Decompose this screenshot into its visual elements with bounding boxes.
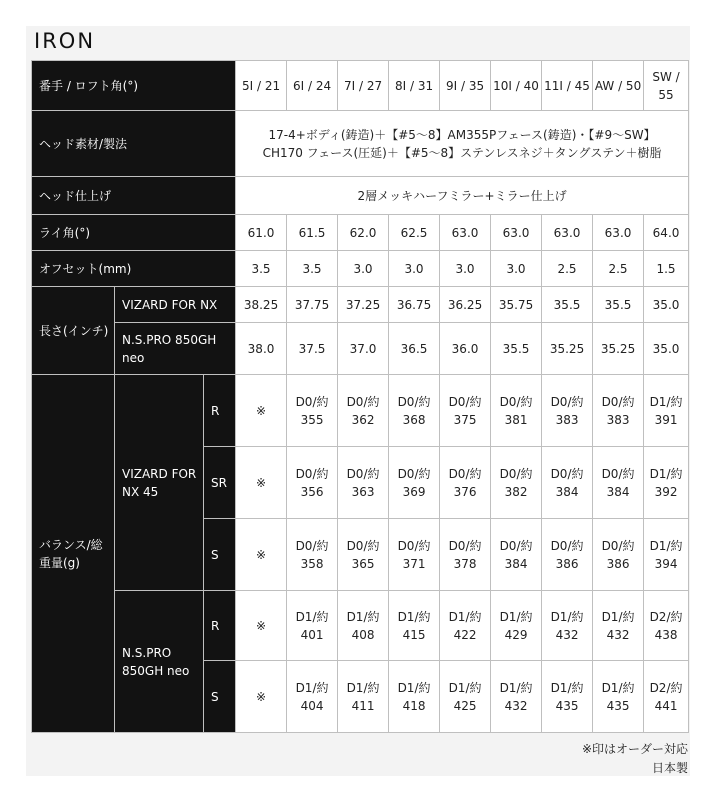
loft-row <box>32 61 689 111</box>
length-cell: 36.0 <box>440 323 491 375</box>
length-cell: 35.75 <box>491 287 542 323</box>
balance-header: バランス/総重量(g) <box>32 375 115 733</box>
balance-cell: D0/約386 <box>593 519 644 591</box>
club-cell: SW / 55 <box>644 61 689 111</box>
length-cell: 35.0 <box>644 287 689 323</box>
lie-header: ライ角(°) <box>32 215 236 251</box>
balance-cell: D1/約394 <box>644 519 689 591</box>
length-cell: 36.25 <box>440 287 491 323</box>
balance-shaft-label: VIZARD FOR NX 45 <box>115 375 204 591</box>
flex-label: R <box>204 591 236 661</box>
balance-cell: D0/約384 <box>542 447 593 519</box>
lie-cell: 62.5 <box>389 215 440 251</box>
offset-cell: 3.0 <box>389 251 440 287</box>
balance-cell: D1/約425 <box>440 661 491 733</box>
length-cell: 35.25 <box>593 323 644 375</box>
balance-cell: ※ <box>236 375 287 447</box>
offset-cell: 1.5 <box>644 251 689 287</box>
balance-cell: D1/約418 <box>389 661 440 733</box>
balance-cell: D0/約384 <box>593 447 644 519</box>
length-cell: 35.5 <box>593 287 644 323</box>
finish-header: ヘッド仕上げ <box>32 177 236 215</box>
length-cell: 35.0 <box>644 323 689 375</box>
length-row <box>32 287 689 323</box>
length-cell: 37.5 <box>287 323 338 375</box>
offset-cell: 2.5 <box>593 251 644 287</box>
page-title: IRON <box>34 29 96 53</box>
lie-cell: 61.5 <box>287 215 338 251</box>
balance-cell: D1/約435 <box>593 661 644 733</box>
length-row <box>32 323 689 375</box>
balance-cell: ※ <box>236 447 287 519</box>
balance-cell: D1/約391 <box>644 375 689 447</box>
club-cell: 8I / 31 <box>389 61 440 111</box>
offset-header: オフセット(mm) <box>32 251 236 287</box>
club-cell: AW / 50 <box>593 61 644 111</box>
loft-header: 番手 / ロフト角(°) <box>32 61 236 111</box>
balance-cell: D1/約392 <box>644 447 689 519</box>
length-shaft-label: VIZARD FOR NX <box>115 287 236 323</box>
balance-cell: D2/約438 <box>644 591 689 661</box>
offset-cell: 3.5 <box>236 251 287 287</box>
balance-cell: ※ <box>236 591 287 661</box>
length-cell: 37.25 <box>338 287 389 323</box>
lie-row <box>32 215 689 251</box>
balance-cell: ※ <box>236 661 287 733</box>
balance-cell: D0/約381 <box>491 375 542 447</box>
offset-row <box>32 251 689 287</box>
material-header: ヘッド素材/製法 <box>32 111 236 177</box>
balance-cell: D0/約363 <box>338 447 389 519</box>
offset-cell: 3.0 <box>440 251 491 287</box>
balance-cell: D0/約383 <box>542 375 593 447</box>
balance-cell: D0/約356 <box>287 447 338 519</box>
club-cell: 9I / 35 <box>440 61 491 111</box>
balance-cell: D1/約432 <box>542 591 593 661</box>
balance-cell: D0/約386 <box>542 519 593 591</box>
offset-cell: 3.0 <box>338 251 389 287</box>
lie-cell: 61.0 <box>236 215 287 251</box>
balance-cell: D0/約369 <box>389 447 440 519</box>
length-cell: 37.75 <box>287 287 338 323</box>
lie-cell: 64.0 <box>644 215 689 251</box>
balance-cell: D0/約365 <box>338 519 389 591</box>
balance-cell: D1/約411 <box>338 661 389 733</box>
balance-cell: D0/約358 <box>287 519 338 591</box>
club-cell: 5I / 21 <box>236 61 287 111</box>
lie-cell: 62.0 <box>338 215 389 251</box>
length-cell: 38.0 <box>236 323 287 375</box>
length-cell: 35.5 <box>542 287 593 323</box>
balance-cell: D1/約432 <box>593 591 644 661</box>
spec-table <box>31 60 689 733</box>
balance-shaft-label: N.S.PRO 850GH neo <box>115 591 204 733</box>
balance-row <box>32 591 689 661</box>
lie-cell: 63.0 <box>593 215 644 251</box>
balance-cell: D1/約422 <box>440 591 491 661</box>
length-header: 長さ(インチ) <box>32 287 115 375</box>
lie-cell: 63.0 <box>491 215 542 251</box>
material-row <box>32 111 689 177</box>
finish-text: 2層メッキハーフミラー+ミラー仕上げ <box>236 177 689 215</box>
footnotes <box>582 740 688 778</box>
balance-cell: D0/約368 <box>389 375 440 447</box>
length-cell: 35.5 <box>491 323 542 375</box>
flex-label: S <box>204 661 236 733</box>
balance-cell: D0/約355 <box>287 375 338 447</box>
balance-cell: D1/約408 <box>338 591 389 661</box>
balance-cell: D1/約435 <box>542 661 593 733</box>
offset-cell: 3.0 <box>491 251 542 287</box>
balance-row <box>32 375 689 447</box>
balance-cell: D0/約384 <box>491 519 542 591</box>
balance-cell: D2/約441 <box>644 661 689 733</box>
lie-cell: 63.0 <box>542 215 593 251</box>
balance-cell: D0/約378 <box>440 519 491 591</box>
length-cell: 37.0 <box>338 323 389 375</box>
balance-cell: D1/約404 <box>287 661 338 733</box>
material-text: 17-4+ボディ(鋳造)＋【#5～8】AM355Pフェース(鋳造)・【#9～SW】CH170 フェース(圧延)＋【#5～8】ステンレスネジ＋タングステン＋樹脂 <box>236 111 689 177</box>
balance-cell: D0/約362 <box>338 375 389 447</box>
flex-label: SR <box>204 447 236 519</box>
balance-cell: D0/約383 <box>593 375 644 447</box>
balance-cell: D1/約432 <box>491 661 542 733</box>
length-cell: 35.25 <box>542 323 593 375</box>
balance-cell: ※ <box>236 519 287 591</box>
balance-cell: D0/約371 <box>389 519 440 591</box>
finish-row <box>32 177 689 215</box>
club-cell: 11I / 45 <box>542 61 593 111</box>
offset-cell: 2.5 <box>542 251 593 287</box>
length-cell: 36.5 <box>389 323 440 375</box>
balance-cell: D0/約375 <box>440 375 491 447</box>
balance-cell: D1/約401 <box>287 591 338 661</box>
lie-cell: 63.0 <box>440 215 491 251</box>
made-in-note: 日本製 <box>651 761 688 775</box>
flex-label: S <box>204 519 236 591</box>
club-cell: 7I / 27 <box>338 61 389 111</box>
offset-cell: 3.5 <box>287 251 338 287</box>
balance-cell: D1/約429 <box>491 591 542 661</box>
balance-cell: D0/約382 <box>491 447 542 519</box>
flex-label: R <box>204 375 236 447</box>
length-shaft-label: N.S.PRO 850GH neo <box>115 323 236 375</box>
length-cell: 36.75 <box>389 287 440 323</box>
balance-cell: D0/約376 <box>440 447 491 519</box>
length-cell: 38.25 <box>236 287 287 323</box>
club-cell: 10I / 40 <box>491 61 542 111</box>
balance-cell: D1/約415 <box>389 591 440 661</box>
order-note: ※印はオーダー対応 <box>581 742 688 756</box>
club-cell: 6I / 24 <box>287 61 338 111</box>
